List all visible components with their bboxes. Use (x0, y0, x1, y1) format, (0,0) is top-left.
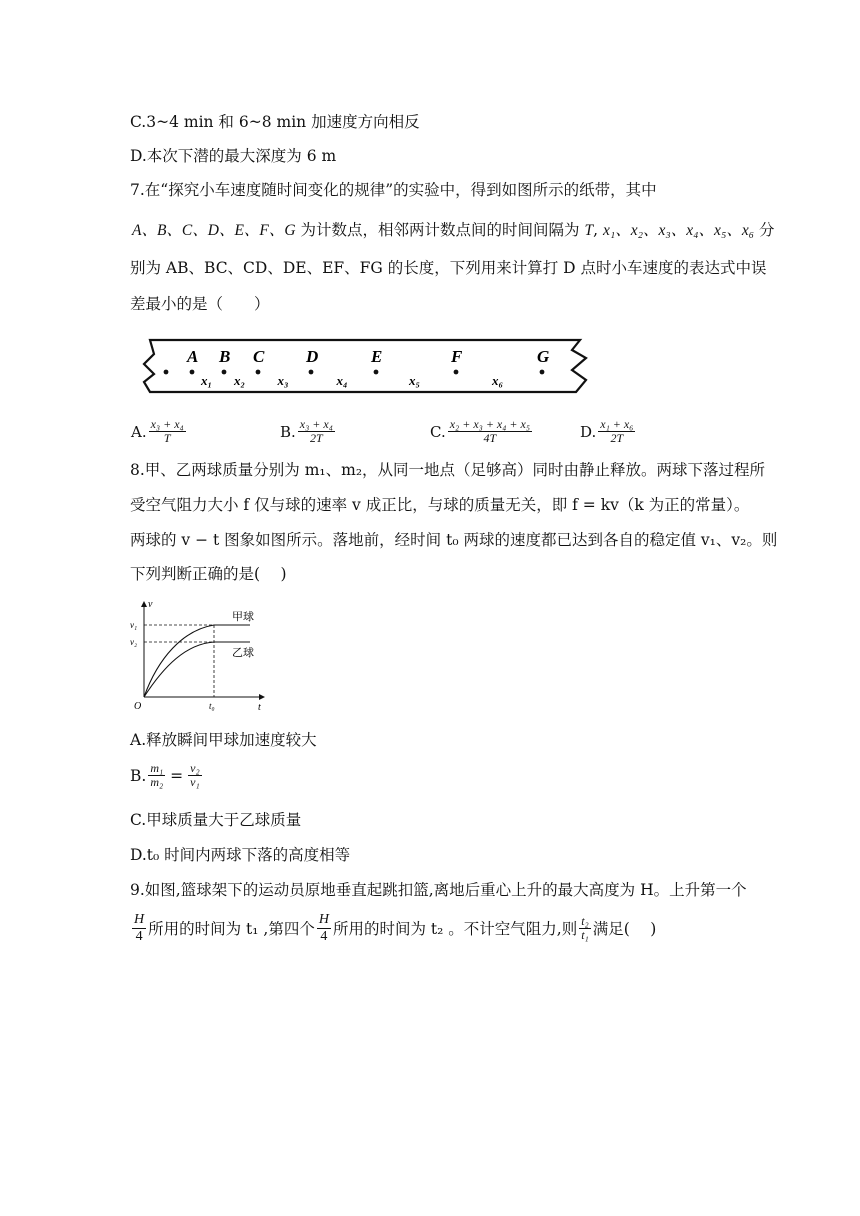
numerator: t₂ (581, 914, 589, 928)
q9-stem-line2 (130, 912, 656, 945)
q7-stem-line2: A、B、C、D、E、F、G 为计数点，相邻两计数点间的时间间隔为 T, x₁、x₂、x₃、x₄、x₅、x₆ 分 (132, 221, 775, 239)
q8-option-d: D.t₀ 时间内两球下落的高度相等 (130, 846, 351, 864)
denominator: 2T (610, 431, 624, 445)
tape-point-label: G (537, 347, 550, 366)
numerator: x₂ + x₃ + x₄ + x₅ (449, 417, 531, 431)
option-label: D. (580, 422, 597, 441)
q8-stem-line2: 受空气阻力大小 f 仅与球的速率 v 成正比，与球的质量无关，即 f = kv（k 为正的常量）。 (130, 496, 750, 514)
numerator: v₂ (190, 761, 200, 775)
tape-dot (374, 370, 379, 375)
graph-curve2-label: 乙球 (232, 647, 254, 659)
tape-segment-label: x₃ (277, 373, 289, 388)
q8-stem-line1: 8.甲、乙两球质量分别为 m₁、m₂，从同一地点（足够高）同时由静止释放。两球下落过程所 (130, 461, 766, 479)
q7-points: A、B、C、D、E、F、G (132, 222, 296, 239)
q9-text-b: 所用的时间为 t₂ 。不计空气阻力,则 (332, 919, 578, 938)
numerator: x₃ + x₄ (299, 417, 333, 431)
denominator: m₂ (150, 775, 164, 789)
tape-dot (256, 370, 261, 375)
q8-option-c: C.甲球质量大于乙球质量 (130, 811, 302, 829)
denominator: t₁ (581, 928, 589, 942)
paper-tape-figure (140, 336, 592, 402)
tape-dot (454, 370, 459, 375)
graph-origin: O (134, 701, 142, 712)
tape-dot (309, 370, 314, 375)
tape-point-label: D (306, 347, 319, 366)
option-label: B. (280, 422, 296, 441)
q9-stem-line1: 9.如图,篮球架下的运动员原地垂直起跳扣篮,离地后重心上升的最大高度为 H。上升第一个 (130, 881, 747, 899)
graph-v2-label: v₂ (130, 637, 138, 647)
q6-option-c: C.3~4 min 和 6~8 min 加速度方向相反 (130, 113, 420, 131)
q7-option-b (280, 418, 337, 445)
denominator: 4T (483, 431, 497, 445)
tape-point-label: A (187, 347, 199, 366)
numerator: H (318, 912, 329, 927)
q7-option-a (131, 418, 188, 445)
graph-t0-label: t₀ (209, 701, 215, 711)
numerator: m₁ (150, 761, 164, 775)
q9-text-c: 满足( ) (592, 919, 657, 938)
q7-option-d (580, 418, 637, 445)
fraction (149, 418, 186, 445)
tape-point-label: C (253, 347, 265, 366)
tape-dot (222, 370, 227, 375)
denominator: 4 (135, 929, 143, 944)
q8-stem-line3: 两球的 v − t 图象如图所示。落地前，经时间 t₀ 两球的速度都已达到各自的稳定值 v₁、v₂。则 (130, 531, 778, 549)
graph-v1-label: v₁ (130, 620, 138, 630)
mass-ratio (148, 762, 165, 789)
fraction (598, 418, 635, 445)
q6-option-d: D.本次下潜的最大深度为 6 m (130, 147, 337, 165)
q7-stem-line3: 别为 AB、BC、CD、DE、EF、FG 的长度，下列用来计算打 D 点时小车速度的表达式中误 (130, 259, 767, 277)
tape-segment-label: x₆ (492, 373, 504, 388)
fraction (448, 418, 532, 445)
fraction-h-over-4 (317, 912, 331, 945)
tape-segment-label: x₁ (201, 373, 213, 388)
q7-period: T (584, 222, 594, 239)
tape-point-label: F (451, 347, 463, 366)
option-label: A. (131, 422, 147, 441)
denominator: 4 (320, 929, 328, 944)
fraction-h-over-4 (132, 912, 146, 945)
graph-ylabel: v (148, 599, 153, 610)
q8-option-a: A.释放瞬间甲球加速度较大 (130, 731, 317, 749)
q7-stem-line1: 7.在“探究小车速度随时间变化的规律”的实验中，得到如图所示的纸带，其中 (130, 181, 657, 199)
tape-dot (540, 370, 545, 375)
numerator: H (134, 912, 145, 927)
tape-dot (190, 370, 195, 375)
graph-xlabel: t (258, 702, 261, 712)
tape-dot-start (164, 370, 169, 375)
fraction (298, 418, 335, 445)
q9-text-a: 所用的时间为 t₁ ,第四个 (148, 919, 315, 938)
q8-option-b: B. $\frac{\text{m₁}}{\text{m₂}}$ = $\frac{\text{v₂}}{\text{v₁}}$ (130, 761, 200, 789)
graph-curve1-label: 甲球 (232, 611, 254, 623)
tape-segment-label: x₂ (234, 373, 246, 388)
velocity-ratio (188, 762, 202, 789)
q8-stem-line4: 下列判断正确的是( ) (130, 565, 287, 583)
q7-line2-tail: 分 (759, 221, 775, 239)
vt-graph (128, 596, 278, 712)
tape-point-label: E (371, 347, 383, 366)
option-label: C. (430, 422, 446, 441)
q7-line2-text: 为计数点，相邻两计数点间的时间间隔为 (300, 221, 580, 239)
fraction-t2-over-t1 (579, 915, 591, 942)
tape-segment-label: x₄ (336, 373, 348, 388)
q7-lengths: x₁、x₂、x₃、x₄、x₅、x₆ (602, 222, 755, 239)
denominator: v₁ (190, 775, 200, 789)
tape-segment-label: x₅ (409, 373, 421, 388)
q7-stem-line4: 差最小的是（ ） (130, 295, 270, 313)
option-label: B. (130, 766, 147, 785)
denominator: 2T (310, 431, 323, 445)
numerator: x₃ + x₄ (150, 417, 184, 431)
numerator: x₁ + x₆ (600, 417, 634, 431)
denominator: T (163, 431, 171, 445)
q7-option-c (430, 418, 534, 445)
tape-point-label: B (219, 347, 231, 366)
